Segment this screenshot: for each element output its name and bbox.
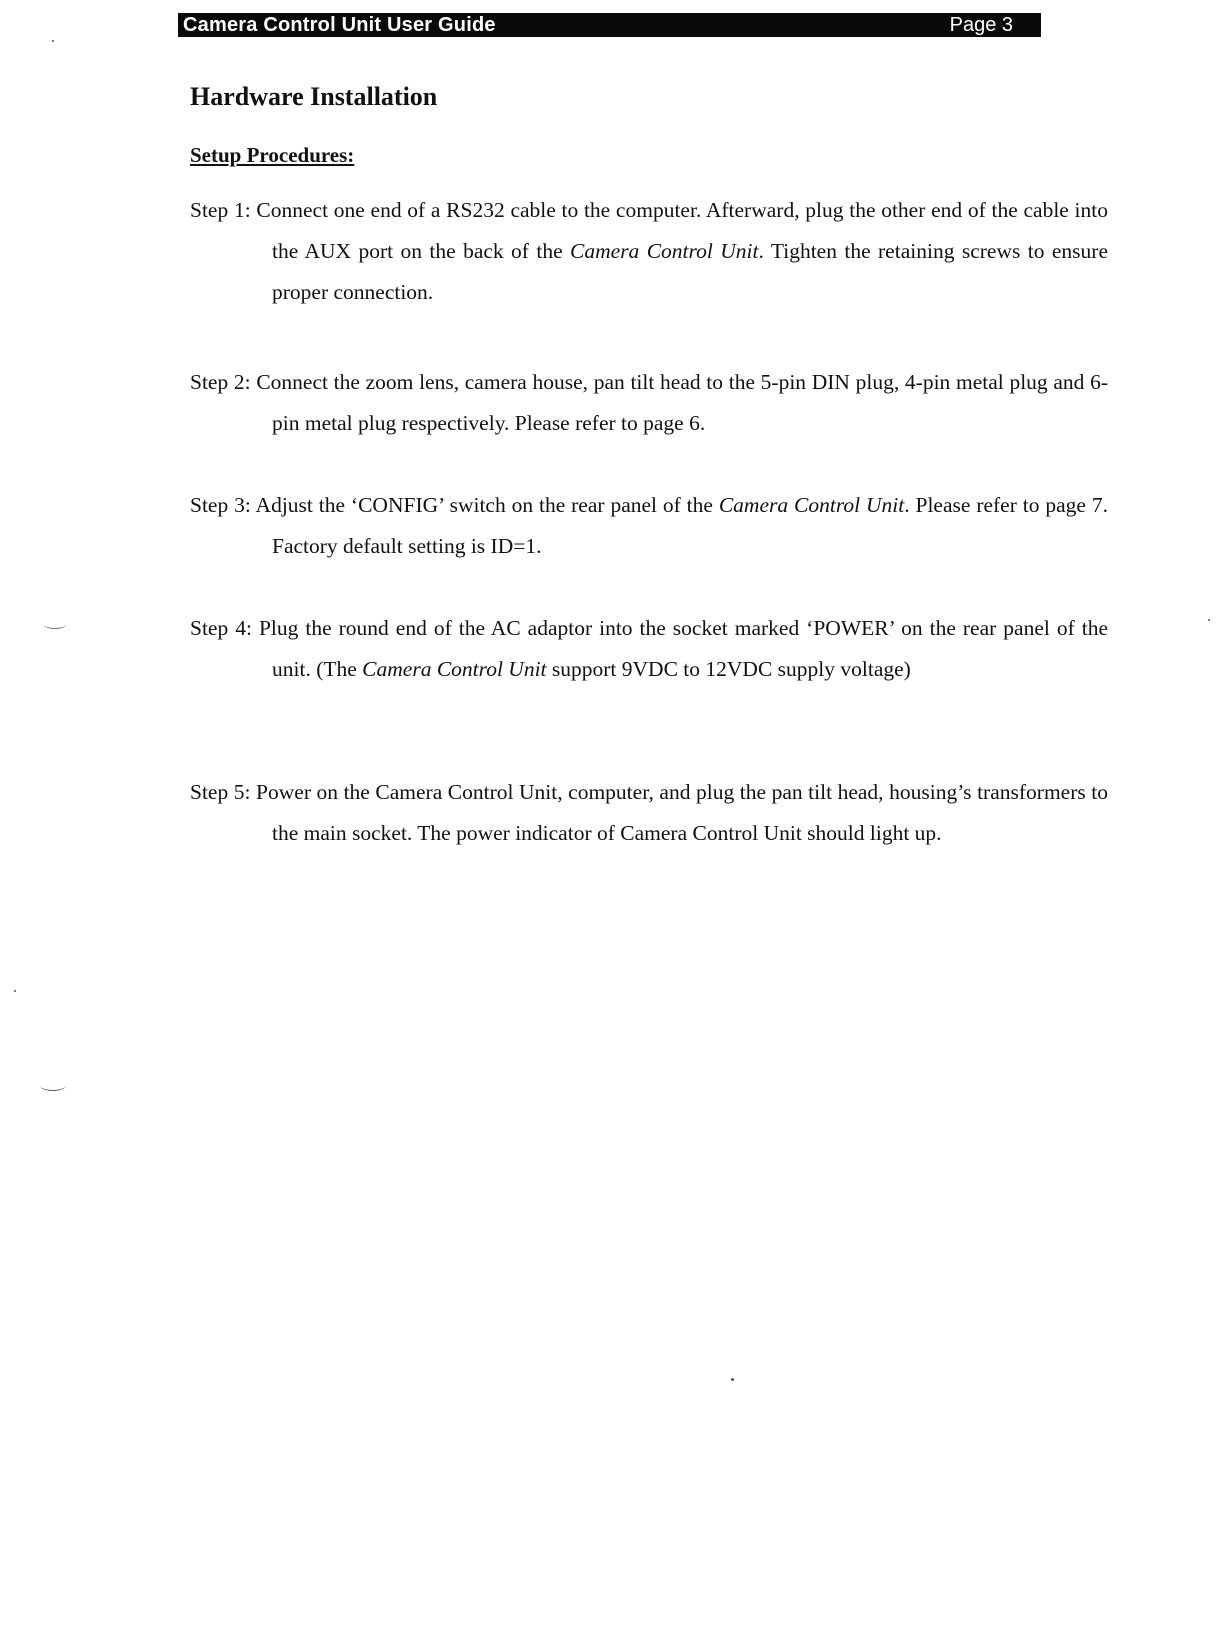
step-text: Connect one end of a RS232 cable to the computer. Afterward, plug the other end of the cable into the AUX port on the back of the bbox=[256, 198, 1108, 263]
page-number: Page 3 bbox=[949, 14, 1013, 36]
step-5 bbox=[190, 772, 1108, 854]
step-label: Step 3: bbox=[190, 493, 251, 517]
step-label: Step 1: bbox=[190, 198, 251, 222]
scan-artifact bbox=[44, 620, 66, 629]
step-text-end: . Please refer to page 7. Factory default setting is ID=1. bbox=[272, 493, 1108, 558]
subsection-title: Setup Procedures: bbox=[190, 143, 355, 167]
scan-speck bbox=[1208, 619, 1210, 621]
step-emphasis: Camera Control Unit bbox=[718, 493, 905, 517]
step-text-end: support 9VDC to 12VDC supply voltage) bbox=[546, 657, 911, 681]
scan-speck bbox=[14, 990, 16, 992]
step-text: Power on the Camera Control Unit, computer, and plug the pan tilt head, housing’s transformers to the main socket. The power indicator of Camera Control Unit should light up. bbox=[256, 780, 1109, 845]
step-label: Step 5: bbox=[190, 780, 251, 804]
scan-artifact bbox=[40, 1080, 66, 1091]
step-text: Adjust the ‘CONFIG’ switch on the rear panel of the bbox=[255, 493, 719, 517]
page-header bbox=[178, 13, 1041, 37]
step-emphasis: Camera Control Unit bbox=[362, 657, 547, 681]
step-label: Step 4: bbox=[190, 616, 252, 640]
step-label: Step 2: bbox=[190, 370, 251, 394]
step-3 bbox=[190, 485, 1108, 567]
section-title: Hardware Installation bbox=[190, 82, 438, 111]
scan-speck bbox=[52, 40, 54, 42]
step-text: Plug the round end of the AC adaptor into the socket marked ‘POWER’ on the rear panel of the unit. (The bbox=[258, 616, 1109, 681]
step-2 bbox=[190, 362, 1108, 444]
step-text-end: . Tighten the retaining screws to ensure proper connection. bbox=[272, 239, 1108, 304]
step-4 bbox=[190, 608, 1108, 690]
document-title: Camera Control Unit User Guide bbox=[183, 14, 496, 36]
step-text: Connect the zoom lens, camera house, pan tilt head to the 5-pin DIN plug, 4-pin metal plug and 6-pin metal plug respectively. Please refer to page 6. bbox=[256, 370, 1108, 435]
step-emphasis: Camera Control Unit bbox=[570, 239, 759, 263]
step-1 bbox=[190, 190, 1108, 313]
scan-speck bbox=[731, 1378, 734, 1381]
